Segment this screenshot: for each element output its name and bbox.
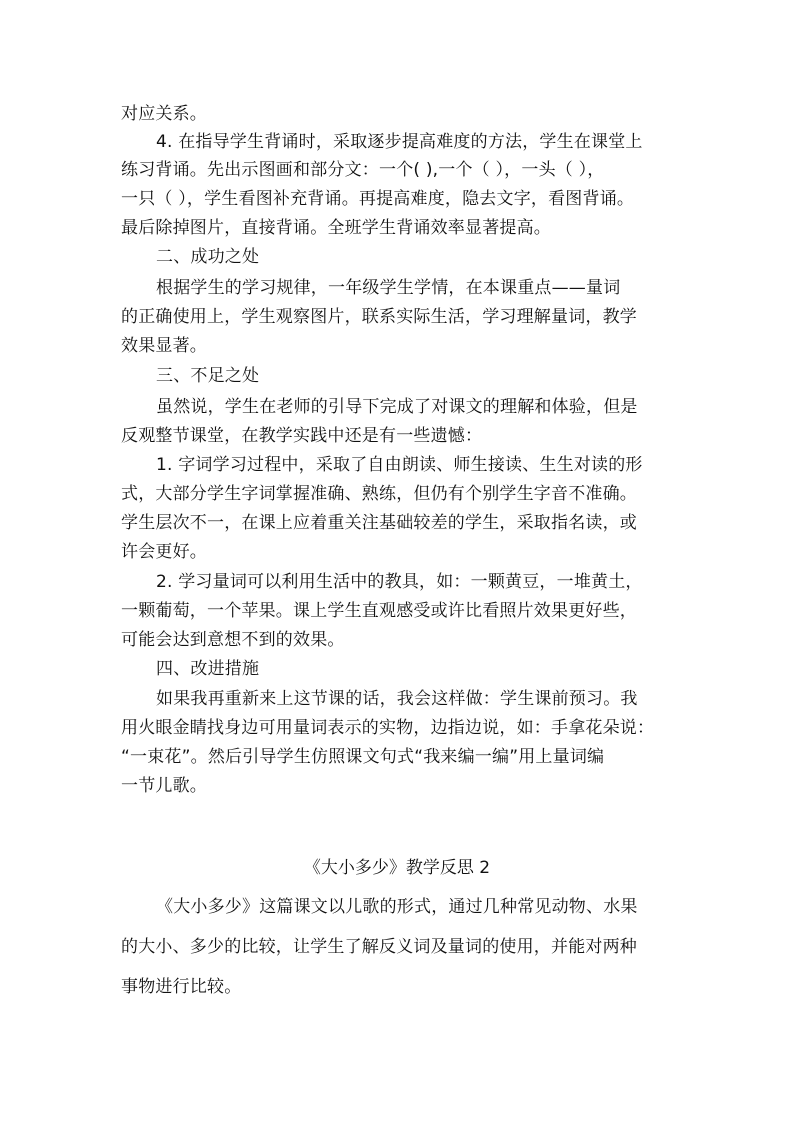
text-line: 学生层次不一，在课上应着重关注基础较差的学生，采取指名读，或	[121, 513, 637, 533]
text-line: 如果我再重新来上这节课的话，我会这样做：学生课前预习。我	[156, 689, 638, 709]
text-line: 事物进行比较。	[121, 977, 242, 997]
section-heading: 四、改进措施	[156, 659, 260, 679]
text-line: 根据学生的学习规律，一年级学生学情，在本课重点——量词	[156, 278, 621, 298]
text-line: 用火眼金睛找身边可用量词表示的实物，边指边说，如：手拿花朵说：	[121, 718, 655, 738]
text-line: 《大小多少》这篇课文以儿歌的形式，通过几种常见动物、水果	[156, 897, 638, 917]
text-line: 式，大部分学生字词掌握准确、熟练，但仍有个别学生字音不准确。	[121, 484, 637, 504]
text-line: 虽然说，学生在老师的引导下完成了对课文的理解和体验，但是	[156, 397, 638, 417]
text-line: 2. 学习量词可以利用生活中的教具，如：一颗黄豆，一堆黄土，	[156, 572, 643, 592]
text-line: 的大小、多少的比较，让学生了解反义词及量词的使用，并能对两种	[121, 937, 637, 957]
text-line: 一颗葡萄，一个苹果。课上学生直观感受或许比看照片效果更好些，	[121, 601, 637, 621]
text-line: 一节儿歌。	[121, 776, 207, 796]
text-line: 一只（ ），学生看图补充背诵。再提高难度，隐去文字，看图背诵。	[121, 189, 635, 209]
section-heading: 三、不足之处	[156, 366, 260, 386]
text-line: 最后除掉图片，直接背诵。全班学生背诵效率显著提高。	[121, 218, 551, 238]
text-line: 练习背诵。先出示图画和部分文：一个( ),一个（ ），一头（ ），	[121, 160, 605, 180]
text-line: “一束花”。然后引导学生仿照课文句式“我来编一编”用上量词编	[121, 747, 605, 767]
text-line: 可能会达到意想不到的效果。	[121, 630, 345, 650]
text-line: 许会更好。	[121, 542, 207, 562]
text-line: 的正确使用上，学生观察图片，联系实际生活，学习理解量词，教学	[121, 307, 637, 327]
section-heading: 二、成功之处	[156, 247, 260, 267]
text-line: 4. 在指导学生背诵时，采取逐步提高难度的方法，学生在课堂上	[156, 132, 643, 152]
text-line: 效果显著。	[121, 336, 207, 356]
text-line: 反观整节课堂，在教学实践中还是有一些遗憾：	[121, 426, 483, 446]
text-line: 对应关系。	[121, 104, 207, 124]
section-title: 《大小多少》教学反思 2	[303, 858, 491, 878]
text-line: 1. 字词学习过程中，采取了自由朗读、师生接读、生生对读的形	[156, 455, 643, 475]
